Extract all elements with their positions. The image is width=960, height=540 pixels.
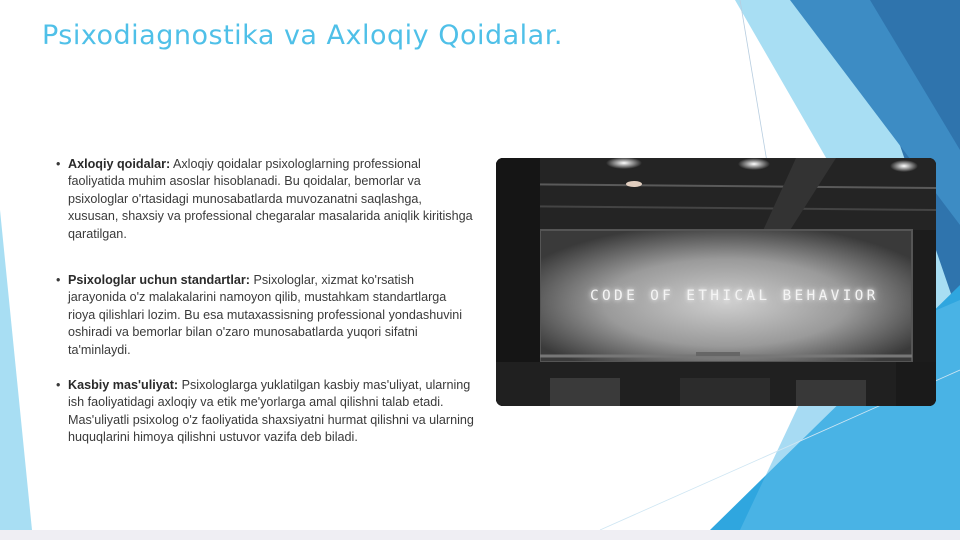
- bullet-term: Kasbiy mas'uliyat:: [68, 378, 179, 392]
- bullet-term: Psixologlar uchun standartlar:: [68, 273, 250, 287]
- bottom-strip: [0, 530, 960, 540]
- bullet-dot: •: [56, 378, 61, 392]
- photo-illustration: [496, 158, 936, 406]
- bullet-term: Axloqiy qoidalar:: [68, 157, 171, 171]
- bullet-text: Psixologlar, xizmat ko'rsatish jarayonida o'z malakalarini namoyon qilib, mustahkam standartlarga rioya qilishlari lozim. Bu esa mutaxassisning professional yondashuvini oshiradi va bemorlar bilan o'zaro munosabatlarda yuqori sifatni ta'minlaydi.: [68, 273, 463, 357]
- slide-title: Psixodiagnostika va Axloqiy Qoidalar.: [42, 20, 563, 51]
- bullet-item-responsibility: [56, 377, 474, 447]
- bullet-dot: •: [56, 157, 61, 171]
- bullet-text: Axloqiy qoidalar psixologlarning professional faoliyatida muhim asoslar hisoblanadi. Bu qoidalar, bemorlar va psixologlar o'rtasidagi munosabatlarda muvozanatni saqlashga, xususan, shaxsiy va professional chegaralar masalarida aniqlik kiritishga qaratilgan.: [68, 157, 473, 241]
- bullet-item-standards: [56, 272, 474, 359]
- bullet-text: Psixologlarga yuklatilgan kasbiy mas'uliyat, ularning ish faoliyatidagi axloqiy va etik me'yorlarga amal qilishni talab etadi. Mas'uliyatli psixolog o'z faoliyatida shaxsiyatni hurmat qilishni va ularning huquqlarini himoya qilishni ustuvor vazifa deb biladi.: [68, 378, 474, 445]
- bullet-item-ethical-rules: [56, 156, 474, 243]
- left-light-triangle: [0, 210, 32, 530]
- bullet-dot: •: [56, 273, 61, 287]
- code-of-ethics-photo: [496, 158, 936, 406]
- sign-text: CODE OF ETHICAL BEHAVIOR: [590, 288, 879, 304]
